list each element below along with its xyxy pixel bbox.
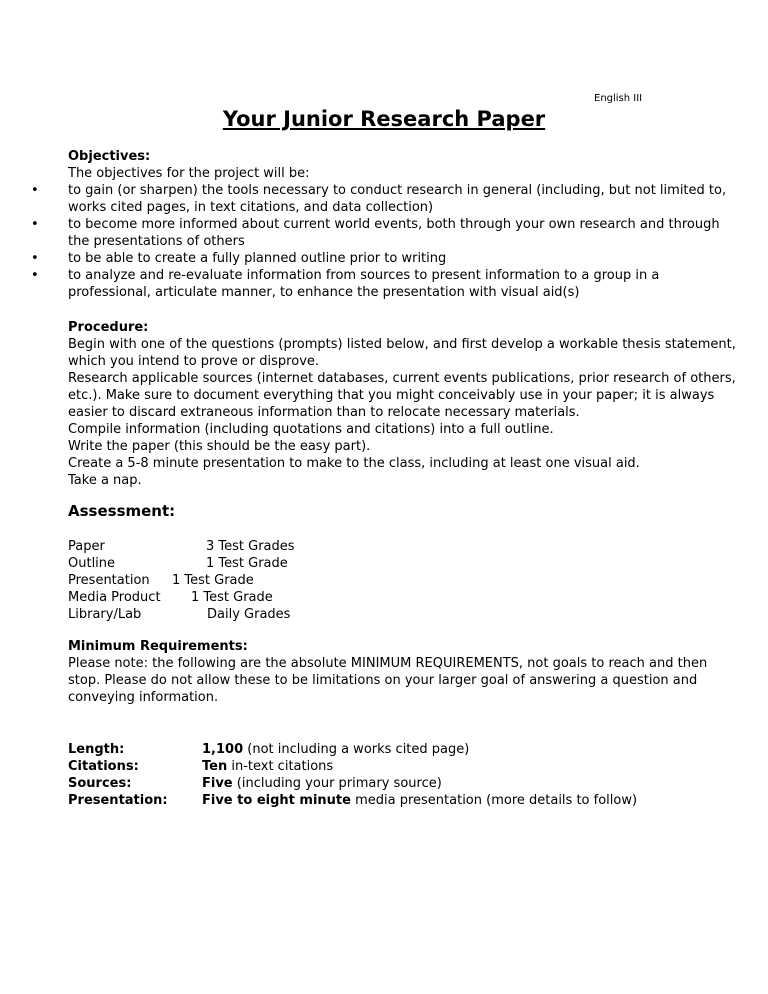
assessment-value: 3 Test Grades [206,539,295,554]
requirement-detail: (not including a works cited page) [243,742,470,757]
assessment-value: 1 Test Grade [206,556,288,571]
list-item: • to analyze and re-evaluate information from sources to present information to a group in a professional, articulate manner, to enhance the presentation with visual aid(s) [68,267,740,301]
procedure-line: Compile information (including quotations and citations) into a full outline. [68,422,554,437]
requirement-label: Sources: [68,776,132,791]
requirements-heading: Minimum Requirements: [68,639,248,654]
assessment-heading: Assessment: [68,502,176,520]
list-item: • to become more informed about current world events, both through your own research and through the presentations of others [68,216,740,250]
requirement-value: Five to eight minute [202,793,351,808]
objectives-heading: Objectives: [68,149,151,164]
requirement-value: Five [202,776,233,791]
objectives-section [68,148,740,301]
requirement-label: Citations: [68,759,139,774]
requirement-value: 1,100 [202,742,244,757]
requirement-value: Ten [202,759,228,774]
requirement-detail: in-text citations [227,759,334,774]
requirements-section [68,638,740,706]
requirements-note: Please note: the following are the absolute MINIMUM REQUIREMENTS, not goals to reach and then stop. Please do not allow these to be limitations on your larger goal of answering a question and conveying information. [68,656,708,705]
requirement-label: Length: [68,742,125,757]
assessment-label: Presentation [68,573,150,588]
procedure-section [68,319,740,489]
requirement-label: Presentation: [68,793,168,808]
assessment-label: Library/Lab [68,607,142,622]
assessment-row [68,555,740,572]
assessment-value: 1 Test Grade [172,573,254,588]
objectives-list [68,182,740,301]
list-item: • to gain (or sharpen) the tools necessary to conduct research in general (including, but not limited to, works cited pages, in text citations, and data collection) [68,182,740,216]
procedure-line: Write the paper (this should be the easy part). [68,439,371,454]
requirement-row [68,775,740,792]
list-item: • to be able to create a fully planned outline prior to writing [68,250,740,267]
assessment-label: Paper [68,539,105,554]
procedure-line: Create a 5-8 minute presentation to make to the class, including at least one visual aid. [68,456,640,471]
assessment-label: Media Product [68,590,161,605]
procedure-line: Begin with one of the questions (prompts) listed below, and first develop a workable thesis statement, which you intend to prove or disprove. [68,337,736,369]
requirement-row [68,758,740,775]
procedure-heading: Procedure: [68,320,149,335]
assessment-row [68,538,740,555]
objectives-intro: The objectives for the project will be: [68,166,310,181]
requirement-row [68,741,740,758]
procedure-line: Take a nap. [68,473,142,488]
assessment-section [68,501,740,623]
requirement-detail: (including your primary source) [232,776,442,791]
assessment-row [68,606,740,623]
assessment-row [68,572,740,589]
assessment-value: 1 Test Grade [191,590,273,605]
assessment-value: Daily Grades [207,607,291,622]
requirement-row [68,792,740,809]
course-label: English III [594,93,643,104]
requirement-detail: media presentation (more details to follow) [350,793,638,808]
procedure-line: Research applicable sources (internet databases, current events publications, prior research of others, etc.). Make sure to document everything that you might conceivably use in your paper; it is always easier to discard extraneous information than to relocate necessary materials. [68,371,736,420]
page-title: Your Junior Research Paper [222,107,546,131]
requirements-table [68,741,740,809]
assessment-row [68,589,740,606]
assessment-label: Outline [68,556,116,571]
